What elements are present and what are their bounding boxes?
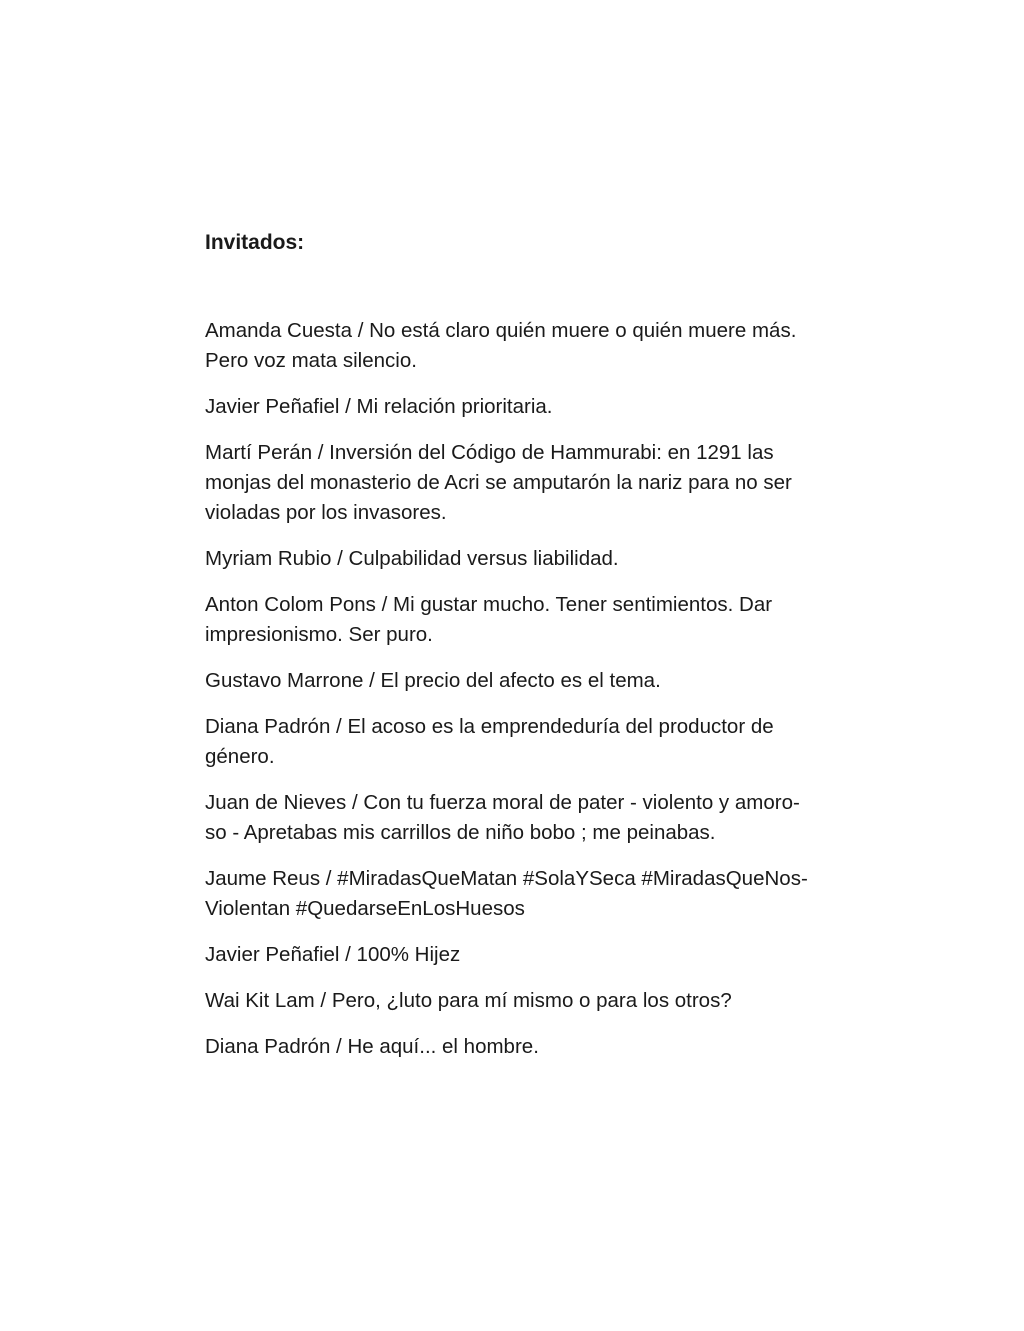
guest-entry-line: violadas por los invasores. [205,501,447,524]
guest-entry-line: Juan de Nieves / Con tu fuerza moral de pater - violento y amoro- [205,791,800,814]
guest-entry-line: género. [205,745,275,768]
guest-list [205,316,825,1062]
guest-entry-line: Diana Padrón / He aquí... el hombre. [205,1035,539,1058]
guest-entry-line: Gustavo Marrone / El precio del afecto es el tema. [205,669,661,692]
guest-entry [205,788,825,848]
guest-entry [205,1032,825,1062]
guests-heading: Invitados: [205,231,305,254]
guest-entry [205,590,825,650]
guest-entry-line: Amanda Cuesta / No está claro quién muere o quién muere más. [205,319,797,342]
guest-entry-line: Diana Padrón / El acoso es la emprendeduría del productor de [205,715,774,738]
guest-entry-line: so - Apretabas mis carrillos de niño bobo ; me peinabas. [205,821,716,844]
guest-entry [205,864,825,924]
guest-entry [205,316,825,376]
guest-entry [205,544,825,574]
document-page [205,228,825,1078]
guest-entry-line: Myriam Rubio / Culpabilidad versus liabilidad. [205,547,619,570]
guest-entry-line: Violentan #QuedarseEnLosHuesos [205,897,525,920]
guest-entry-line: impresionismo. Ser puro. [205,623,433,646]
guest-entry [205,666,825,696]
guest-entry-line: Javier Peñafiel / Mi relación prioritaria. [205,395,553,418]
guest-entry-line: Martí Perán / Inversión del Código de Hammurabi: en 1291 las [205,441,774,464]
guest-entry-line: Wai Kit Lam / Pero, ¿luto para mí mismo o para los otros? [205,989,732,1012]
guest-entry-line: Javier Peñafiel / 100% Hijez [205,943,461,966]
guest-entry-line: Jaume Reus / #MiradasQueMatan #SolaYSeca #MiradasQueNos- [205,867,808,890]
guest-entry [205,986,825,1016]
guest-entry-line: Pero voz mata silencio. [205,349,417,372]
guest-entry [205,392,825,422]
guest-entry-line: monjas del monasterio de Acri se amputarón la nariz para no ser [205,471,792,494]
guest-entry [205,712,825,772]
guest-entry [205,438,825,528]
guest-entry-line: Anton Colom Pons / Mi gustar mucho. Tener sentimientos. Dar [205,593,773,616]
guest-entry [205,940,825,970]
